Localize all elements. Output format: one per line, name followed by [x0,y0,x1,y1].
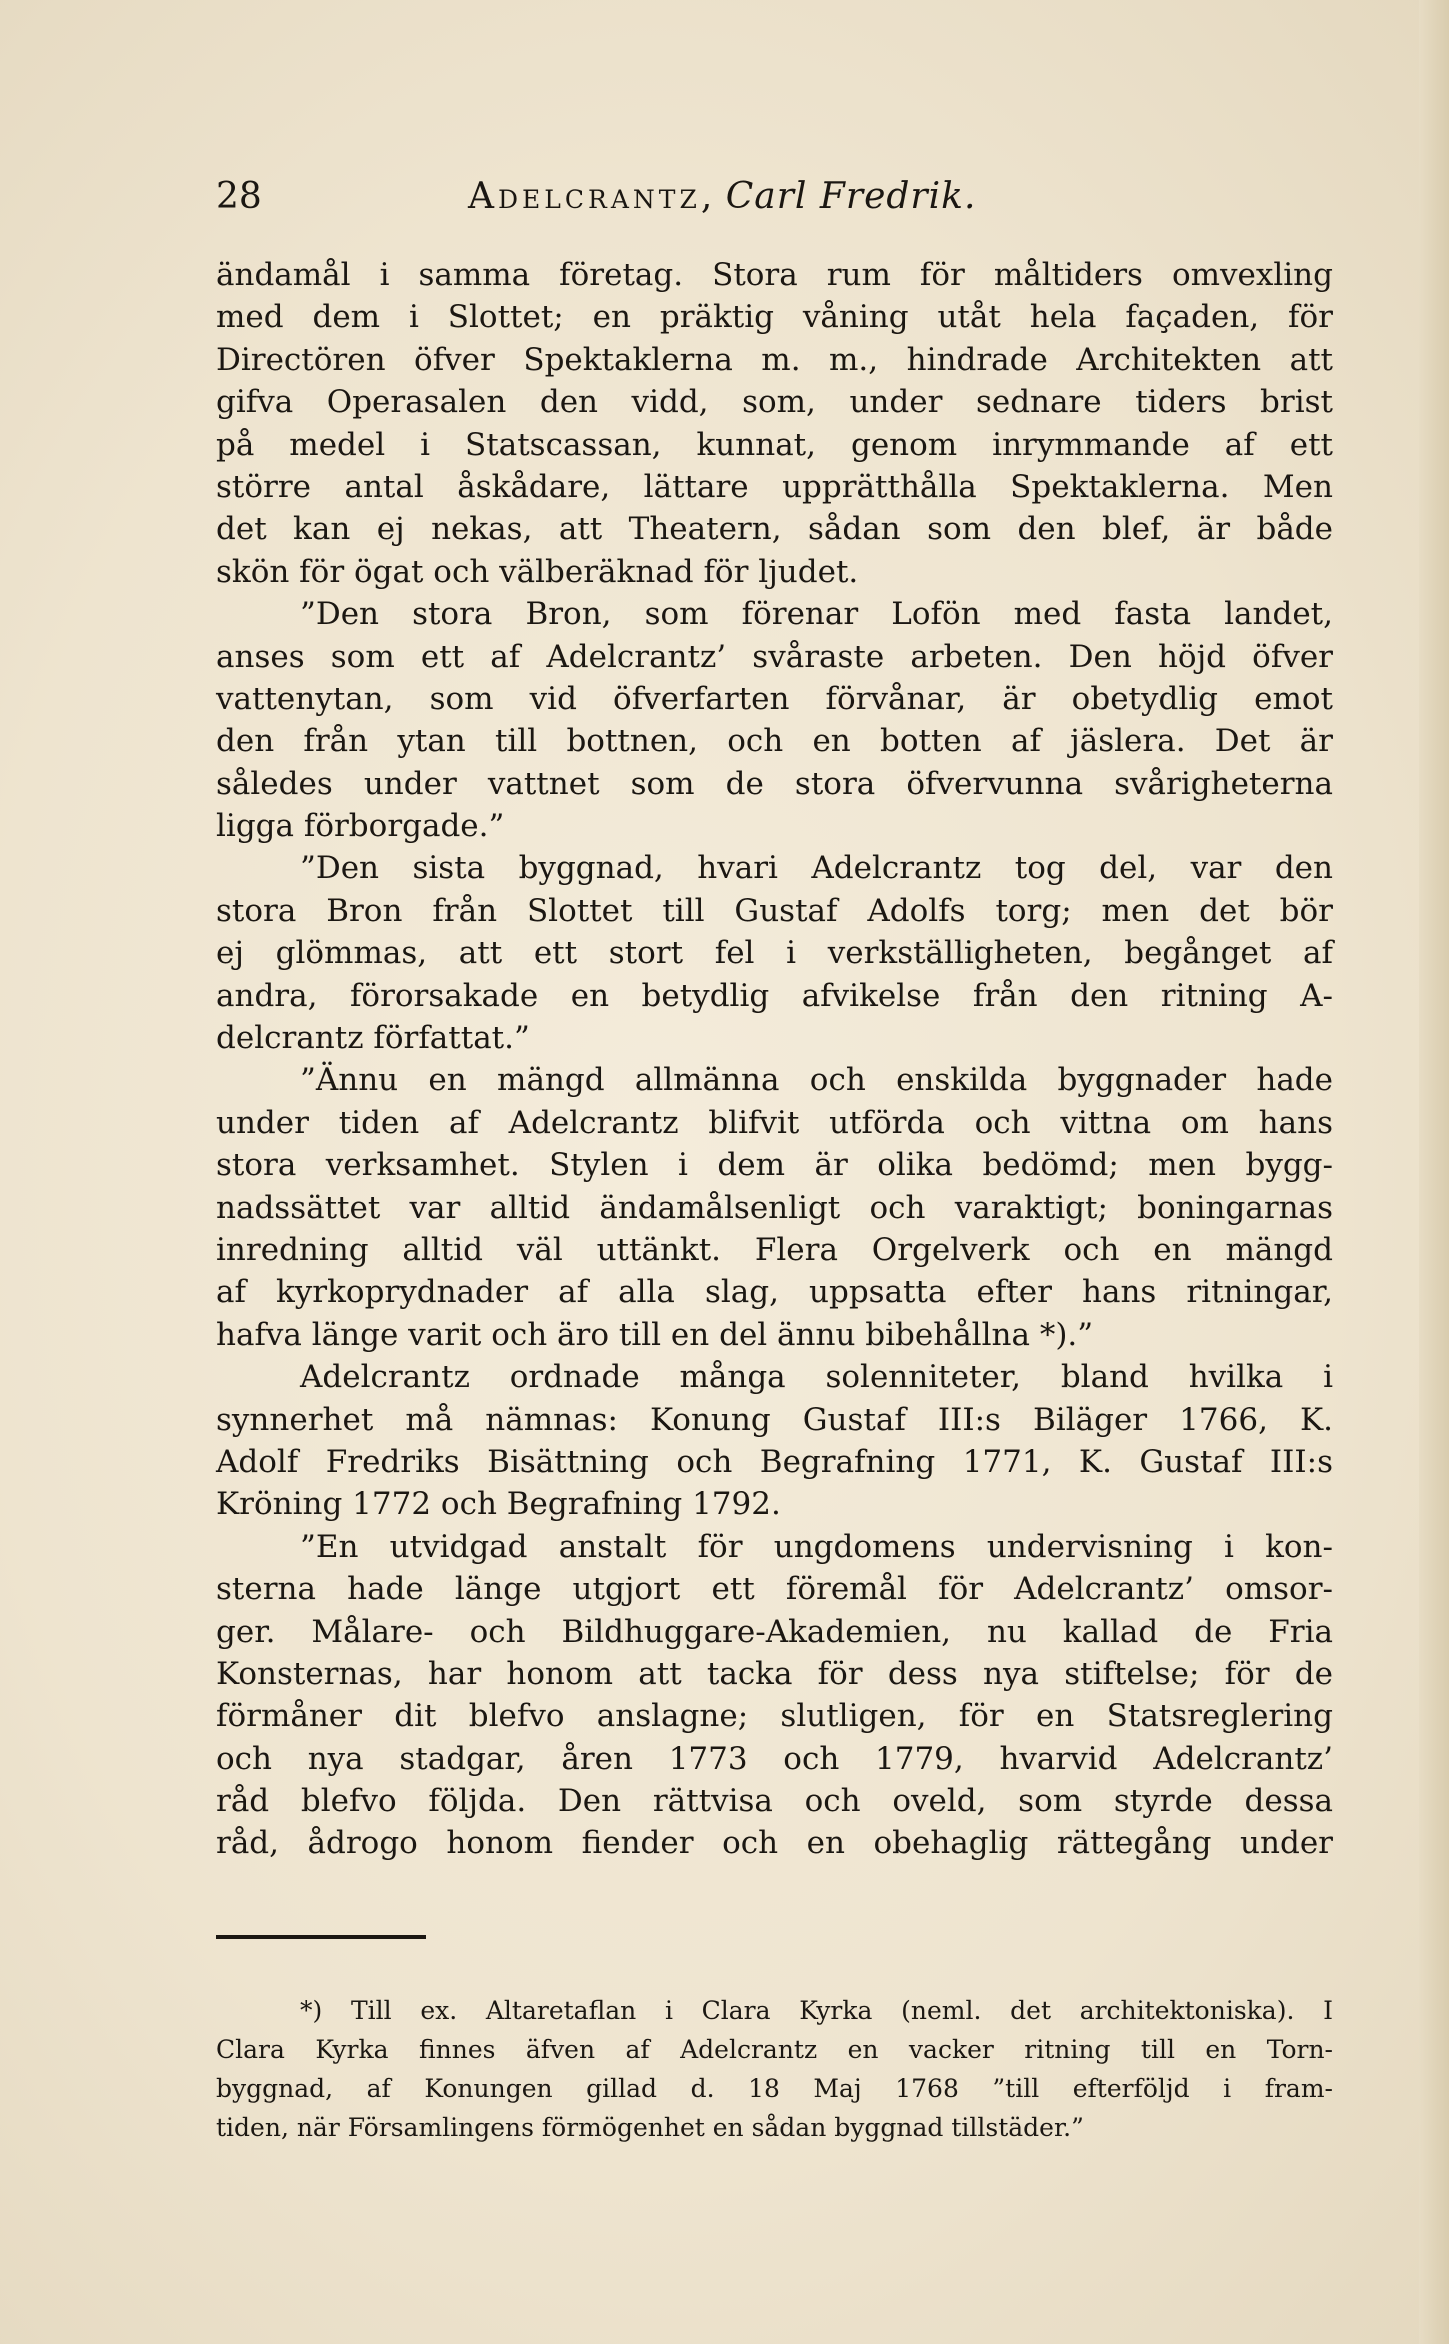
running-head-surname: Adelcrantz [468,176,701,217]
running-head [468,176,976,217]
running-head-given-names: Carl Fredrik. [725,176,977,217]
text-line: skön för ögat och välberäknad för ljudet. [216,553,859,590]
text-line: det kan ej nekas, att Theatern, sådan som den blef, är både [216,511,1333,548]
text-line: synnerhet må nämnas: Konung Gustaf III:s Biläger 1766, K. [216,1401,1333,1438]
text-line: förmåner dit blefvo anslagne; slutligen, för en Statsreglering [216,1698,1333,1735]
footnote-divider [216,1935,426,1939]
text-line: stora Bron från Slottet till Gustaf Adolfs torg; men det bör [216,892,1333,929]
footnote-line: *) Till ex. Altaretaflan i Clara Kyrka (neml. det architektoniska). I [300,1996,1333,2025]
text-line: nadssättet var alltid ändamålsenligt och varaktigt; boningarnas [216,1189,1333,1226]
text-line: Adolf Fredriks Bisättning och Begrafning 1771, K. Gustaf III:s [216,1443,1333,1480]
footnote-line: tiden, när Församlingens förmögenhet en sådan byggnad tillstäder.” [216,2113,1084,2142]
text-line: ”Den sista byggnad, hvari Adelcrantz tog del, var den [300,850,1333,887]
text-line: ligga förborgade.” [216,808,505,845]
footnote-line: byggnad, af Konungen gillad d. 18 Maj 1768 ”till efterföljd i fram- [216,2074,1333,2103]
text-line: ”En utvidgad anstalt för ungdomens undervisning i kon- [300,1528,1333,1565]
text-line: stora verksamhet. Stylen i dem är olika bedömd; men bygg- [216,1147,1333,1184]
text-line: råd, ådrogo honom fiender och en obehaglig rättegång under [216,1825,1333,1862]
main-text [216,254,1333,1865]
text-line: delcrantz författat.” [216,1020,530,1057]
text-line: ändamål i samma företag. Stora rum för måltiders omvexling [216,257,1333,293]
text-line: gifva Operasalen den vidd, som, under sednare tiders brist [216,384,1333,421]
text-line: Adelcrantz ordnade många solenniteter, bland hvilka i [300,1359,1333,1396]
text-line: således under vattnet som de stora öfvervunna svårigheterna [216,765,1333,802]
text-line: ger. Målare- och Bildhuggare-Akademien, nu kallad de Fria [216,1613,1333,1650]
text-line: Directören öfver Spektaklerna m. m., hindrade Architekten att [216,341,1333,378]
text-line: hafva länge varit och äro till en del ännu bibehållna *).” [216,1316,1094,1353]
text-line: af kyrkoprydnader af alla slag, uppsatta efter hans ritningar, [216,1274,1333,1311]
page-number: 28 [216,176,262,217]
footnotes [216,1991,1333,2147]
text-line: råd blefvo följda. Den rättvisa och oveld, som styrde dessa [216,1783,1333,1820]
text-line: under tiden af Adelcrantz blifvit utförda och vittna om hans [216,1104,1333,1141]
text-line: ”Ännu en mängd allmänna och enskilda byggnader hade [300,1062,1333,1099]
text-line: vattenytan, som vid öfverfarten förvånar, är obetydlig emot [216,680,1333,717]
text-line: på medel i Statscassan, kunnat, genom inrymmande af ett [216,426,1333,463]
text-line: Konsternas, har honom att tacka för dess nya stiftelse; för de [216,1655,1333,1692]
adjacent-page-edge [1419,0,1449,2344]
text-line: andra, förorsakade en betydlig afvikelse från den ritning A- [216,977,1333,1014]
text-line: och nya stadgar, åren 1773 och 1779, hvarvid Adelcrantz’ [216,1740,1333,1777]
text-line: ej glömmas, att ett stort fel i verkställigheten, begånget af [216,935,1333,972]
text-line: ”Den stora Bron, som förenar Lofön med fasta landet, [300,596,1333,633]
text-line: inredning alltid väl uttänkt. Flera Orgelverk och en mängd [216,1231,1333,1268]
text-line: Kröning 1772 och Begrafning 1792. [216,1486,781,1523]
text-line: sterna hade länge utgjort ett föremål för Adelcrantz’ omsor- [216,1571,1333,1608]
text-line: anses som ett af Adelcrantz’ svåraste arbeten. Den höjd öfver [216,638,1333,675]
running-head-comma: , [700,176,726,217]
page-header [216,176,1346,226]
footnote-line: Clara Kyrka finnes äfven af Adelcrantz en vacker ritning till en Torn- [216,2035,1333,2064]
text-line: större antal åskådare, lättare upprätthålla Spektaklerna. Men [216,468,1333,505]
text-line: den från ytan till bottnen, och en botten af jäslera. Det är [216,723,1333,760]
text-line: med dem i Slottet; en präktig våning utåt hela façaden, för [216,299,1333,336]
